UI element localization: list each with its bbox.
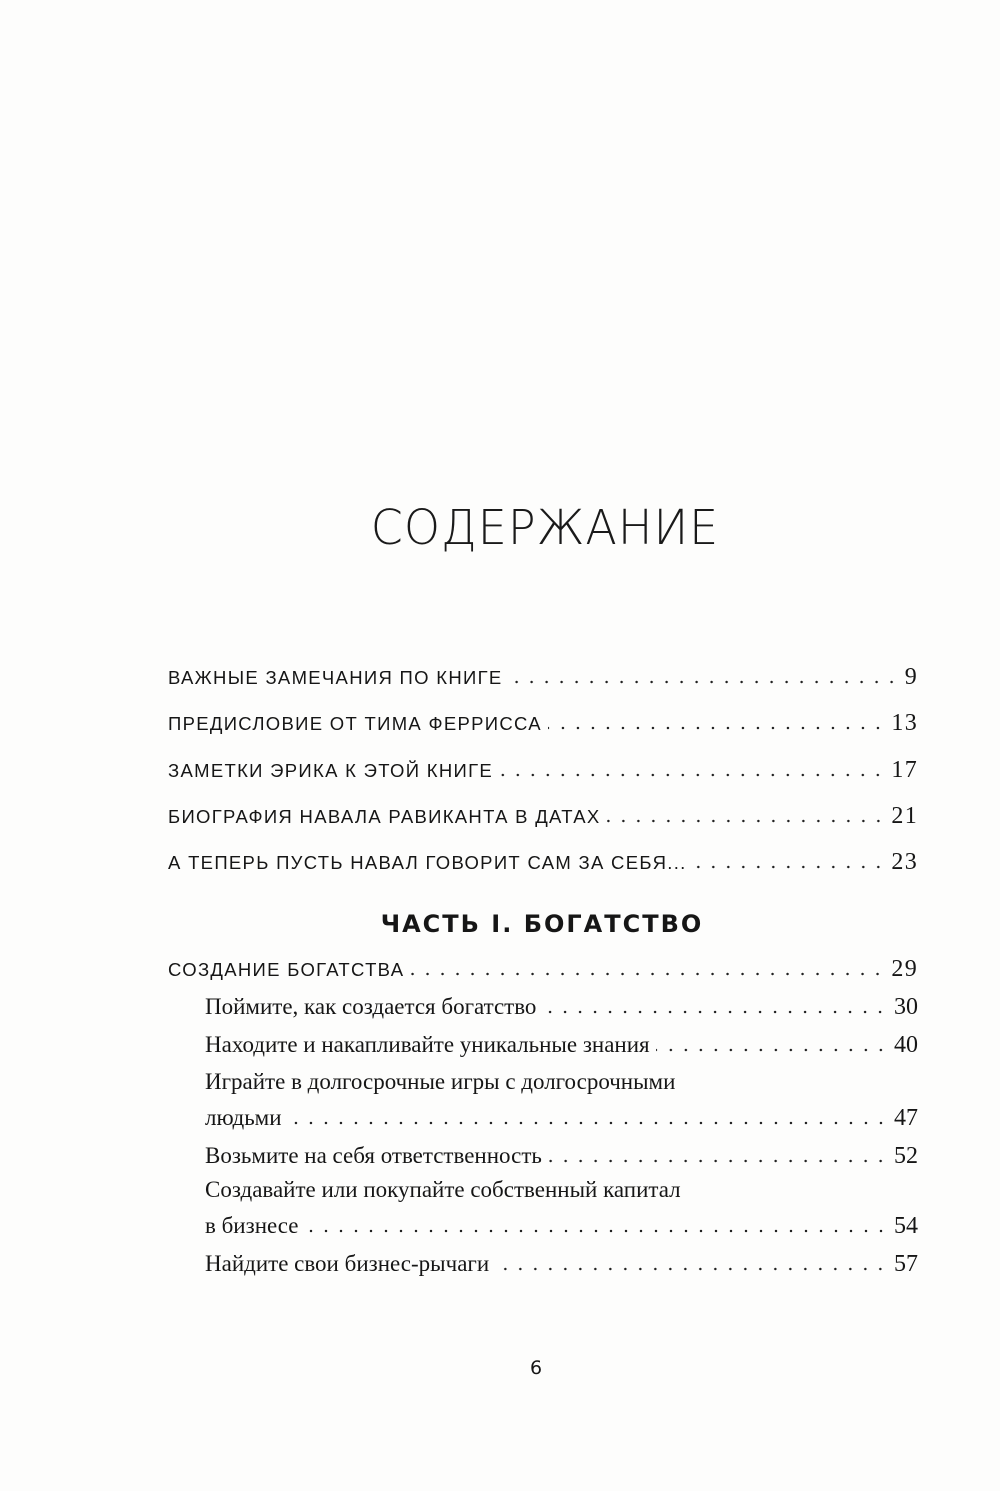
toc-entry[interactable] — [168, 664, 918, 691]
dot-leader — [288, 1121, 888, 1125]
toc-entry-label: ВАЖНЫЕ ЗАМЕЧАНИЯ ПО КНИГЕ — [168, 667, 503, 688]
toc-subsection[interactable] — [205, 1143, 918, 1170]
part-heading: ЧАСТЬ I. БОГАТСТВО — [380, 910, 704, 938]
dot-leader — [656, 1048, 888, 1052]
toc-subsection[interactable] — [205, 994, 918, 1021]
toc-entry[interactable] — [168, 710, 918, 737]
dot-leader — [410, 972, 885, 976]
dot-leader — [509, 680, 899, 684]
toc-subsection-label-line1: Играйте в долгосрочные игры с долгосрочными — [205, 1069, 676, 1094]
toc-section-page: 29 — [891, 956, 918, 982]
dot-leader — [542, 1010, 888, 1014]
dot-leader — [305, 1229, 889, 1233]
toc-subsection-label: Возьмите на себя ответственность — [205, 1143, 542, 1168]
toc-entry[interactable] — [168, 849, 918, 876]
toc-subsection[interactable] — [205, 1105, 918, 1132]
toc-subsection-label: людьми — [205, 1105, 282, 1130]
toc-entry[interactable] — [168, 757, 918, 784]
toc-entry-label: ПРЕДИСЛОВИЕ ОТ ТИМА ФЕРРИССА — [168, 713, 542, 734]
toc-subsection-page: 40 — [894, 1032, 918, 1058]
toc-entry-page: 23 — [891, 849, 918, 875]
toc-section-label: СОЗДАНИЕ БОГАТСТВА — [168, 959, 405, 980]
toc-subsection[interactable] — [205, 1251, 918, 1278]
toc-entry-label: А ТЕПЕРЬ ПУСТЬ НАВАЛ ГОВОРИТ САМ ЗА СЕБЯ... — [168, 852, 687, 873]
dot-leader — [499, 773, 885, 777]
toc-subsection-page: 57 — [894, 1251, 918, 1277]
dot-leader — [607, 819, 886, 823]
toc-entry-label: ЗАМЕТКИ ЭРИКА К ЭТОЙ КНИГЕ — [168, 760, 494, 781]
page-number: 6 — [530, 1357, 543, 1379]
toc-subsection-label: Поймите, как создается богатство — [205, 994, 537, 1019]
toc-subsection-label-line1: Создавайте или покупайте собственный капитал — [205, 1177, 681, 1202]
toc-subsection[interactable] — [205, 1213, 918, 1240]
toc-entry[interactable] — [168, 803, 918, 830]
toc-subsection-label: в бизнесе — [205, 1213, 299, 1238]
dot-leader — [693, 865, 886, 869]
toc-subsection[interactable] — [205, 1032, 918, 1059]
toc-entry-page: 9 — [904, 664, 918, 690]
toc-entry-page: 21 — [891, 803, 918, 829]
toc-subsection-label: Находите и накапливайте уникальные знания — [205, 1032, 650, 1057]
toc-title: СОДЕРЖАНИЕ — [370, 498, 720, 556]
toc-section[interactable] — [168, 956, 918, 983]
dot-leader — [495, 1267, 888, 1271]
toc-entry-page: 17 — [891, 757, 918, 783]
toc-subsection-page: 54 — [894, 1213, 918, 1239]
toc-subsection-page: 30 — [894, 994, 918, 1020]
toc-entry-page: 13 — [891, 710, 918, 736]
dot-leader — [548, 726, 885, 730]
toc-entry-label: БИОГРАФИЯ НАВАЛА РАВИКАНТА В ДАТАХ — [168, 806, 601, 827]
toc-subsection-label: Найдите свои бизнес-рычаги — [205, 1251, 490, 1276]
dot-leader — [548, 1159, 888, 1163]
toc-subsection-page: 47 — [894, 1105, 918, 1131]
toc-subsection-page: 52 — [894, 1143, 918, 1169]
